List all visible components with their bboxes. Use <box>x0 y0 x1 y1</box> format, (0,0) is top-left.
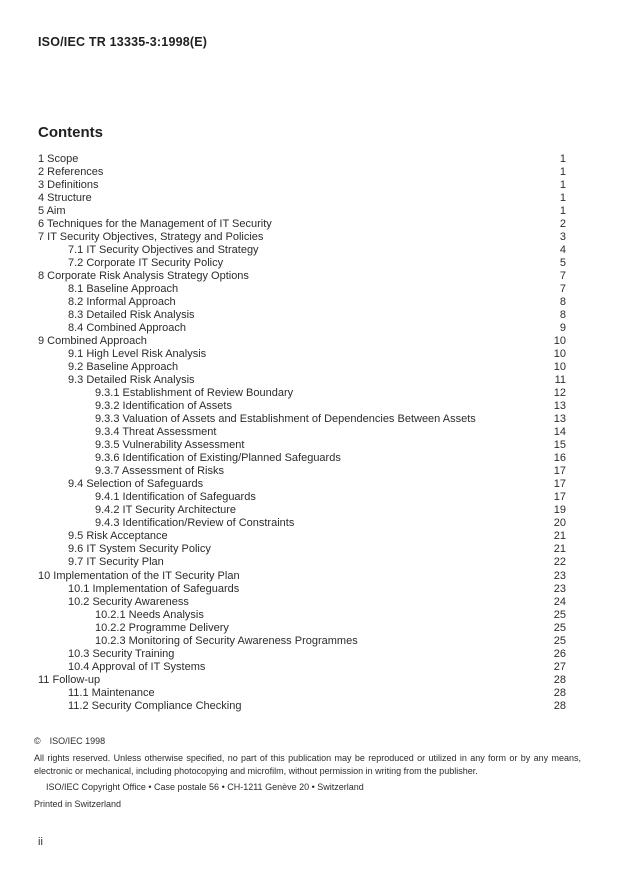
toc-entry <box>38 635 566 648</box>
toc-entry-title: 9.4.1 Identification of Safeguards <box>95 491 256 504</box>
toc-entry-page-number: 1 <box>559 205 566 218</box>
toc-entry-title: 11.1 Maintenance <box>68 686 155 699</box>
contents-heading: Contents <box>38 124 103 141</box>
toc-entry-page-number: 17 <box>553 478 566 491</box>
toc-entry-page-number: 24 <box>553 595 566 608</box>
toc-entry-title: 9.3.2 Identification of Assets <box>95 400 232 413</box>
table-of-contents <box>38 153 566 713</box>
toc-entry-page-number: 1 <box>559 179 566 192</box>
toc-entry-page-number: 28 <box>553 699 566 712</box>
toc-entry-page-number: 28 <box>553 673 566 686</box>
toc-entry-page-number: 12 <box>553 387 566 400</box>
toc-entry-page-number: 27 <box>553 660 566 673</box>
toc-entry-page-number: 23 <box>553 582 566 595</box>
toc-entry-title: 4 Structure <box>38 192 92 205</box>
toc-entry-page-number: 1 <box>559 153 566 165</box>
toc-entry-title: 7.1 IT Security Objectives and Strategy <box>68 244 259 257</box>
toc-entry-title: 10.2 Security Awareness <box>68 595 189 608</box>
toc-entry <box>38 674 566 687</box>
toc-entry-page-number: 7 <box>559 283 566 296</box>
toc-entry-title: 2 References <box>38 166 104 179</box>
toc-entry-page-number: 15 <box>553 439 566 452</box>
toc-entry-page-number: 19 <box>553 504 566 517</box>
toc-entry <box>38 335 566 348</box>
page-number: ii <box>38 836 43 848</box>
toc-entry-title: 10 Implementation of the IT Security Plan <box>38 569 240 582</box>
toc-entry-title: 8.4 Combined Approach <box>68 322 187 335</box>
toc-entry-page-number: 26 <box>553 647 566 660</box>
toc-entry-page-number: 17 <box>553 465 566 478</box>
toc-entry <box>38 452 566 465</box>
toc-entry <box>38 179 566 192</box>
toc-entry-page-number: 23 <box>553 569 566 582</box>
toc-entry-page-number: 13 <box>553 400 566 413</box>
toc-entry-title: 9.4.2 IT Security Architecture <box>95 504 237 517</box>
toc-entry <box>38 648 566 661</box>
toc-entry-page-number: 17 <box>553 491 566 504</box>
toc-entry <box>38 465 566 478</box>
toc-entry-title: 6 Techniques for the Management of IT Security <box>38 218 272 231</box>
toc-entry-title: 10.2.2 Programme Delivery <box>95 621 229 634</box>
toc-entry-page-number: 3 <box>559 231 566 244</box>
toc-entry-title: 9.3.5 Vulnerability Assessment <box>95 439 245 452</box>
toc-entry-title: 10.4 Approval of IT Systems <box>68 660 206 673</box>
toc-entry-title: 9.5 Risk Acceptance <box>68 530 168 543</box>
toc-entry <box>38 244 566 257</box>
toc-entry-page-number: 21 <box>553 543 566 556</box>
toc-entry <box>38 413 566 426</box>
toc-entry-page-number: 22 <box>553 556 566 569</box>
toc-entry <box>38 439 566 452</box>
toc-entry-page-number: 4 <box>559 244 566 257</box>
toc-entry <box>38 556 566 569</box>
toc-entry-page-number: 8 <box>559 296 566 309</box>
toc-entry-page-number: 7 <box>559 270 566 283</box>
toc-entry-title: 10.2.1 Needs Analysis <box>95 608 204 621</box>
copyright-office-address: ISO/IEC Copyright Office • Case postale 56 • CH-1211 Genève 20 • Switzerland <box>46 782 364 792</box>
toc-entry <box>38 322 566 335</box>
toc-entry-title: 8.3 Detailed Risk Analysis <box>68 309 195 322</box>
toc-entry <box>38 426 566 439</box>
toc-entry-title: 5 Aim <box>38 205 66 218</box>
toc-entry-title: 10.3 Security Training <box>68 647 175 660</box>
document-reference: ISO/IEC TR 13335-3:1998(E) <box>38 35 208 49</box>
toc-entry-title: 7.2 Corporate IT Security Policy <box>68 257 224 270</box>
copyright-line <box>34 736 581 747</box>
toc-entry-page-number: 8 <box>559 309 566 322</box>
toc-entry-title: 8 Corporate Risk Analysis Strategy Options <box>38 270 249 283</box>
toc-entry-title: 10.2.3 Monitoring of Security Awareness Programmes <box>95 634 358 647</box>
toc-entry-page-number: 9 <box>559 322 566 335</box>
toc-entry-page-number: 14 <box>553 426 566 439</box>
toc-entry-page-number: 21 <box>553 530 566 543</box>
toc-entry <box>38 205 566 218</box>
toc-entry <box>38 296 566 309</box>
toc-entry <box>38 270 566 283</box>
toc-entry-title: 9.3.4 Threat Assessment <box>95 426 217 439</box>
toc-entry-title: 9.1 High Level Risk Analysis <box>68 348 207 361</box>
toc-entry <box>38 400 566 413</box>
toc-entry-page-number: 5 <box>559 257 566 270</box>
toc-entry-page-number: 13 <box>553 413 566 426</box>
toc-entry-title: 10.1 Implementation of Safeguards <box>68 582 240 595</box>
toc-entry <box>38 661 566 674</box>
copyright-symbol: © <box>34 736 41 746</box>
toc-entry <box>38 700 566 713</box>
toc-entry-title: 7 IT Security Objectives, Strategy and Policies <box>38 231 264 244</box>
toc-entry-page-number: 10 <box>553 361 566 374</box>
toc-entry <box>38 622 566 635</box>
copyright-text: ISO/IEC 1998 <box>49 736 106 746</box>
toc-entry <box>38 153 566 166</box>
toc-entry <box>38 491 566 504</box>
toc-entry <box>38 348 566 361</box>
toc-entry <box>38 478 566 491</box>
toc-entry <box>38 309 566 322</box>
toc-entry-title: 8.1 Baseline Approach <box>68 283 179 296</box>
toc-entry-title: 9.3.1 Establishment of Review Boundary <box>95 387 294 400</box>
toc-entry-title: 8.2 Informal Approach <box>68 296 176 309</box>
toc-entry-title: 9.6 IT System Security Policy <box>68 543 211 556</box>
toc-entry-title: 9.3.6 Identification of Existing/Planned Safeguards <box>95 452 341 465</box>
toc-entry <box>38 257 566 270</box>
toc-entry-page-number: 25 <box>553 621 566 634</box>
toc-entry-title: 9.4.3 Identification/Review of Constraints <box>95 517 295 530</box>
toc-entry-page-number: 20 <box>553 517 566 530</box>
toc-entry <box>38 166 566 179</box>
toc-entry <box>38 687 566 700</box>
toc-entry-page-number: 2 <box>559 218 566 231</box>
toc-entry-title: 9.7 IT Security Plan <box>68 556 164 569</box>
toc-entry <box>38 543 566 556</box>
toc-entry-page-number: 16 <box>553 452 566 465</box>
toc-entry <box>38 283 566 296</box>
toc-entry-page-number: 10 <box>553 348 566 361</box>
toc-entry-title: 9.3.3 Valuation of Assets and Establishment of Dependencies Between Assets <box>95 413 476 426</box>
printed-in-statement: Printed in Switzerland <box>34 799 122 809</box>
toc-entry-page-number: 10 <box>553 335 566 348</box>
footer <box>34 736 581 811</box>
toc-entry <box>38 596 566 609</box>
toc-entry-page-number: 25 <box>553 634 566 647</box>
toc-entry-title: 9.2 Baseline Approach <box>68 361 179 374</box>
toc-entry-title: 9.4 Selection of Safeguards <box>68 478 204 491</box>
toc-entry <box>38 231 566 244</box>
toc-entry <box>38 530 566 543</box>
toc-entry-title: 1 Scope <box>38 153 79 165</box>
toc-entry-title: 11 Follow-up <box>38 673 101 686</box>
toc-entry-title: 11.2 Security Compliance Checking <box>68 699 242 712</box>
toc-entry-page-number: 1 <box>559 192 566 205</box>
toc-entry <box>38 361 566 374</box>
toc-entry-page-number: 11 <box>554 374 566 387</box>
toc-entry <box>38 504 566 517</box>
toc-entry <box>38 192 566 205</box>
toc-entry-title: 9 Combined Approach <box>38 335 147 348</box>
toc-entry <box>38 583 566 596</box>
toc-entry <box>38 570 566 583</box>
toc-entry-title: 9.3.7 Assessment of Risks <box>95 465 224 478</box>
rights-statement: All rights reserved. Unless otherwise specified, no part of this publication may be reproduced or utilized in any form or by any means, electronic or mechanical, including photocopying and microfilm, without permission in writing from the publisher. <box>34 753 581 776</box>
toc-entry-title: 3 Definitions <box>38 179 99 192</box>
toc-entry-page-number: 25 <box>553 608 566 621</box>
toc-entry-page-number: 28 <box>553 686 566 699</box>
toc-entry-page-number: 1 <box>559 166 566 179</box>
toc-entry-title: 9.3 Detailed Risk Analysis <box>68 374 195 387</box>
toc-entry <box>38 609 566 622</box>
toc-entry <box>38 387 566 400</box>
toc-entry <box>38 517 566 530</box>
toc-entry <box>38 218 566 231</box>
toc-entry <box>38 374 566 387</box>
